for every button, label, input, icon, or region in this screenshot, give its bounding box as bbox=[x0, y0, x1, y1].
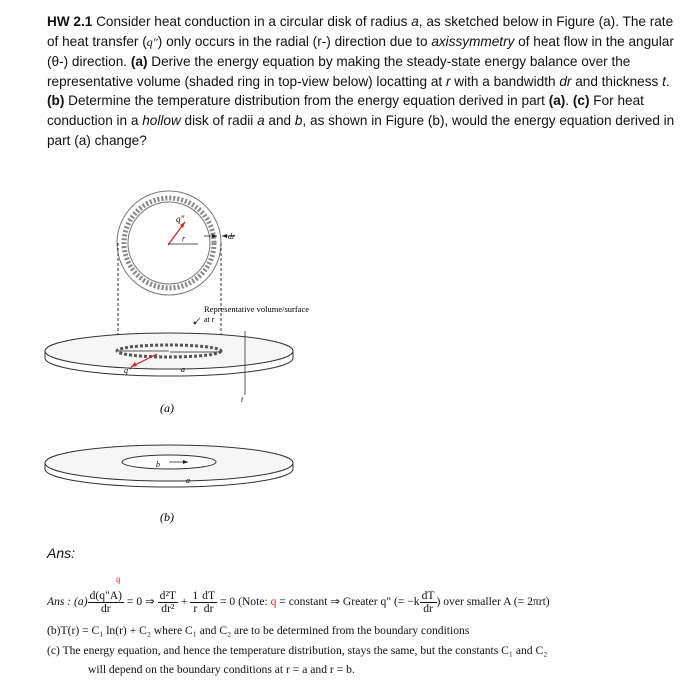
part-a-label: (a) bbox=[130, 54, 148, 70]
problem-statement: HW 2.1 Consider heat conduction in a circular disk of radius a, as sketched below in Figure (a). The rate of heat transfer (q") only occurs in the radial (r-) direction due to axissymmetry of heat flow in the angular (θ-) direction. (a) Derive the energy equation by making the steady-state energy balance over the representative volume (shaded ring in top-view below) locatting at r with a bandwidth dr and thickness t. (b) Determine the temperature distribution from the energy equation derived in part (a). (c) For heat conduction in a hollow disk of radii a and b, as shown in Figure (b), would the energy equation derived in part (a) change? bbox=[47, 14, 675, 148]
top-view-disk bbox=[117, 191, 309, 350]
part-b-label: (b) bbox=[47, 93, 65, 109]
svg-text:t: t bbox=[241, 395, 244, 404]
red-q-mark: q bbox=[116, 574, 121, 584]
answer-line-c-cont: will depend on the boundary conditions at r = a and r = b. bbox=[88, 663, 355, 676]
svg-text:dr: dr bbox=[228, 232, 236, 241]
answer-line-a: Ans : (a) $\frac{d(q"A)}{dr}$ = 0 ⇒ $\frac{\text{d²T}}{\text{dr²}}$ + $\frac{1}{r}$ $\frac{dT}{dr}$ = 0 (Note: q = constant ⇒ Greater q" (= −k $\frac{dT}{dr}$ ) over smaller A (= 2πrt) bbox=[47, 589, 550, 615]
svg-text:at r: at r bbox=[204, 315, 215, 324]
figure-a-caption: (a) bbox=[160, 401, 174, 415]
svg-text:a: a bbox=[181, 365, 185, 374]
svg-text:r: r bbox=[182, 234, 186, 243]
q-top-label: q" bbox=[176, 214, 185, 224]
figure-b-caption: (b) bbox=[160, 510, 174, 524]
heat-flux-symbol: q" bbox=[146, 34, 158, 49]
hw-number: HW 2.1 bbox=[47, 14, 93, 29]
svg-text:b: b bbox=[156, 460, 160, 469]
side-view-disk-a bbox=[45, 331, 293, 415]
side-view-disk-b bbox=[45, 445, 293, 524]
answer-line-b: (b)T(r) = C₁ ln(r) + C₂ where C₁ and C₂ are to be determined from the boundary conditions bbox=[47, 624, 470, 637]
part-c-label: (c) bbox=[572, 93, 590, 109]
svg-text:a: a bbox=[186, 476, 190, 485]
answer-line-c: (c) The energy equation, and hence the temperature distribution, stays the same, but the constants C₁ and C₂ bbox=[47, 644, 548, 657]
rep-volume-label: Representative volume/surface bbox=[204, 304, 310, 314]
answer-label: Ans: bbox=[47, 545, 76, 561]
disk-figures bbox=[0, 175, 700, 530]
q-side-label: q" bbox=[124, 366, 132, 375]
